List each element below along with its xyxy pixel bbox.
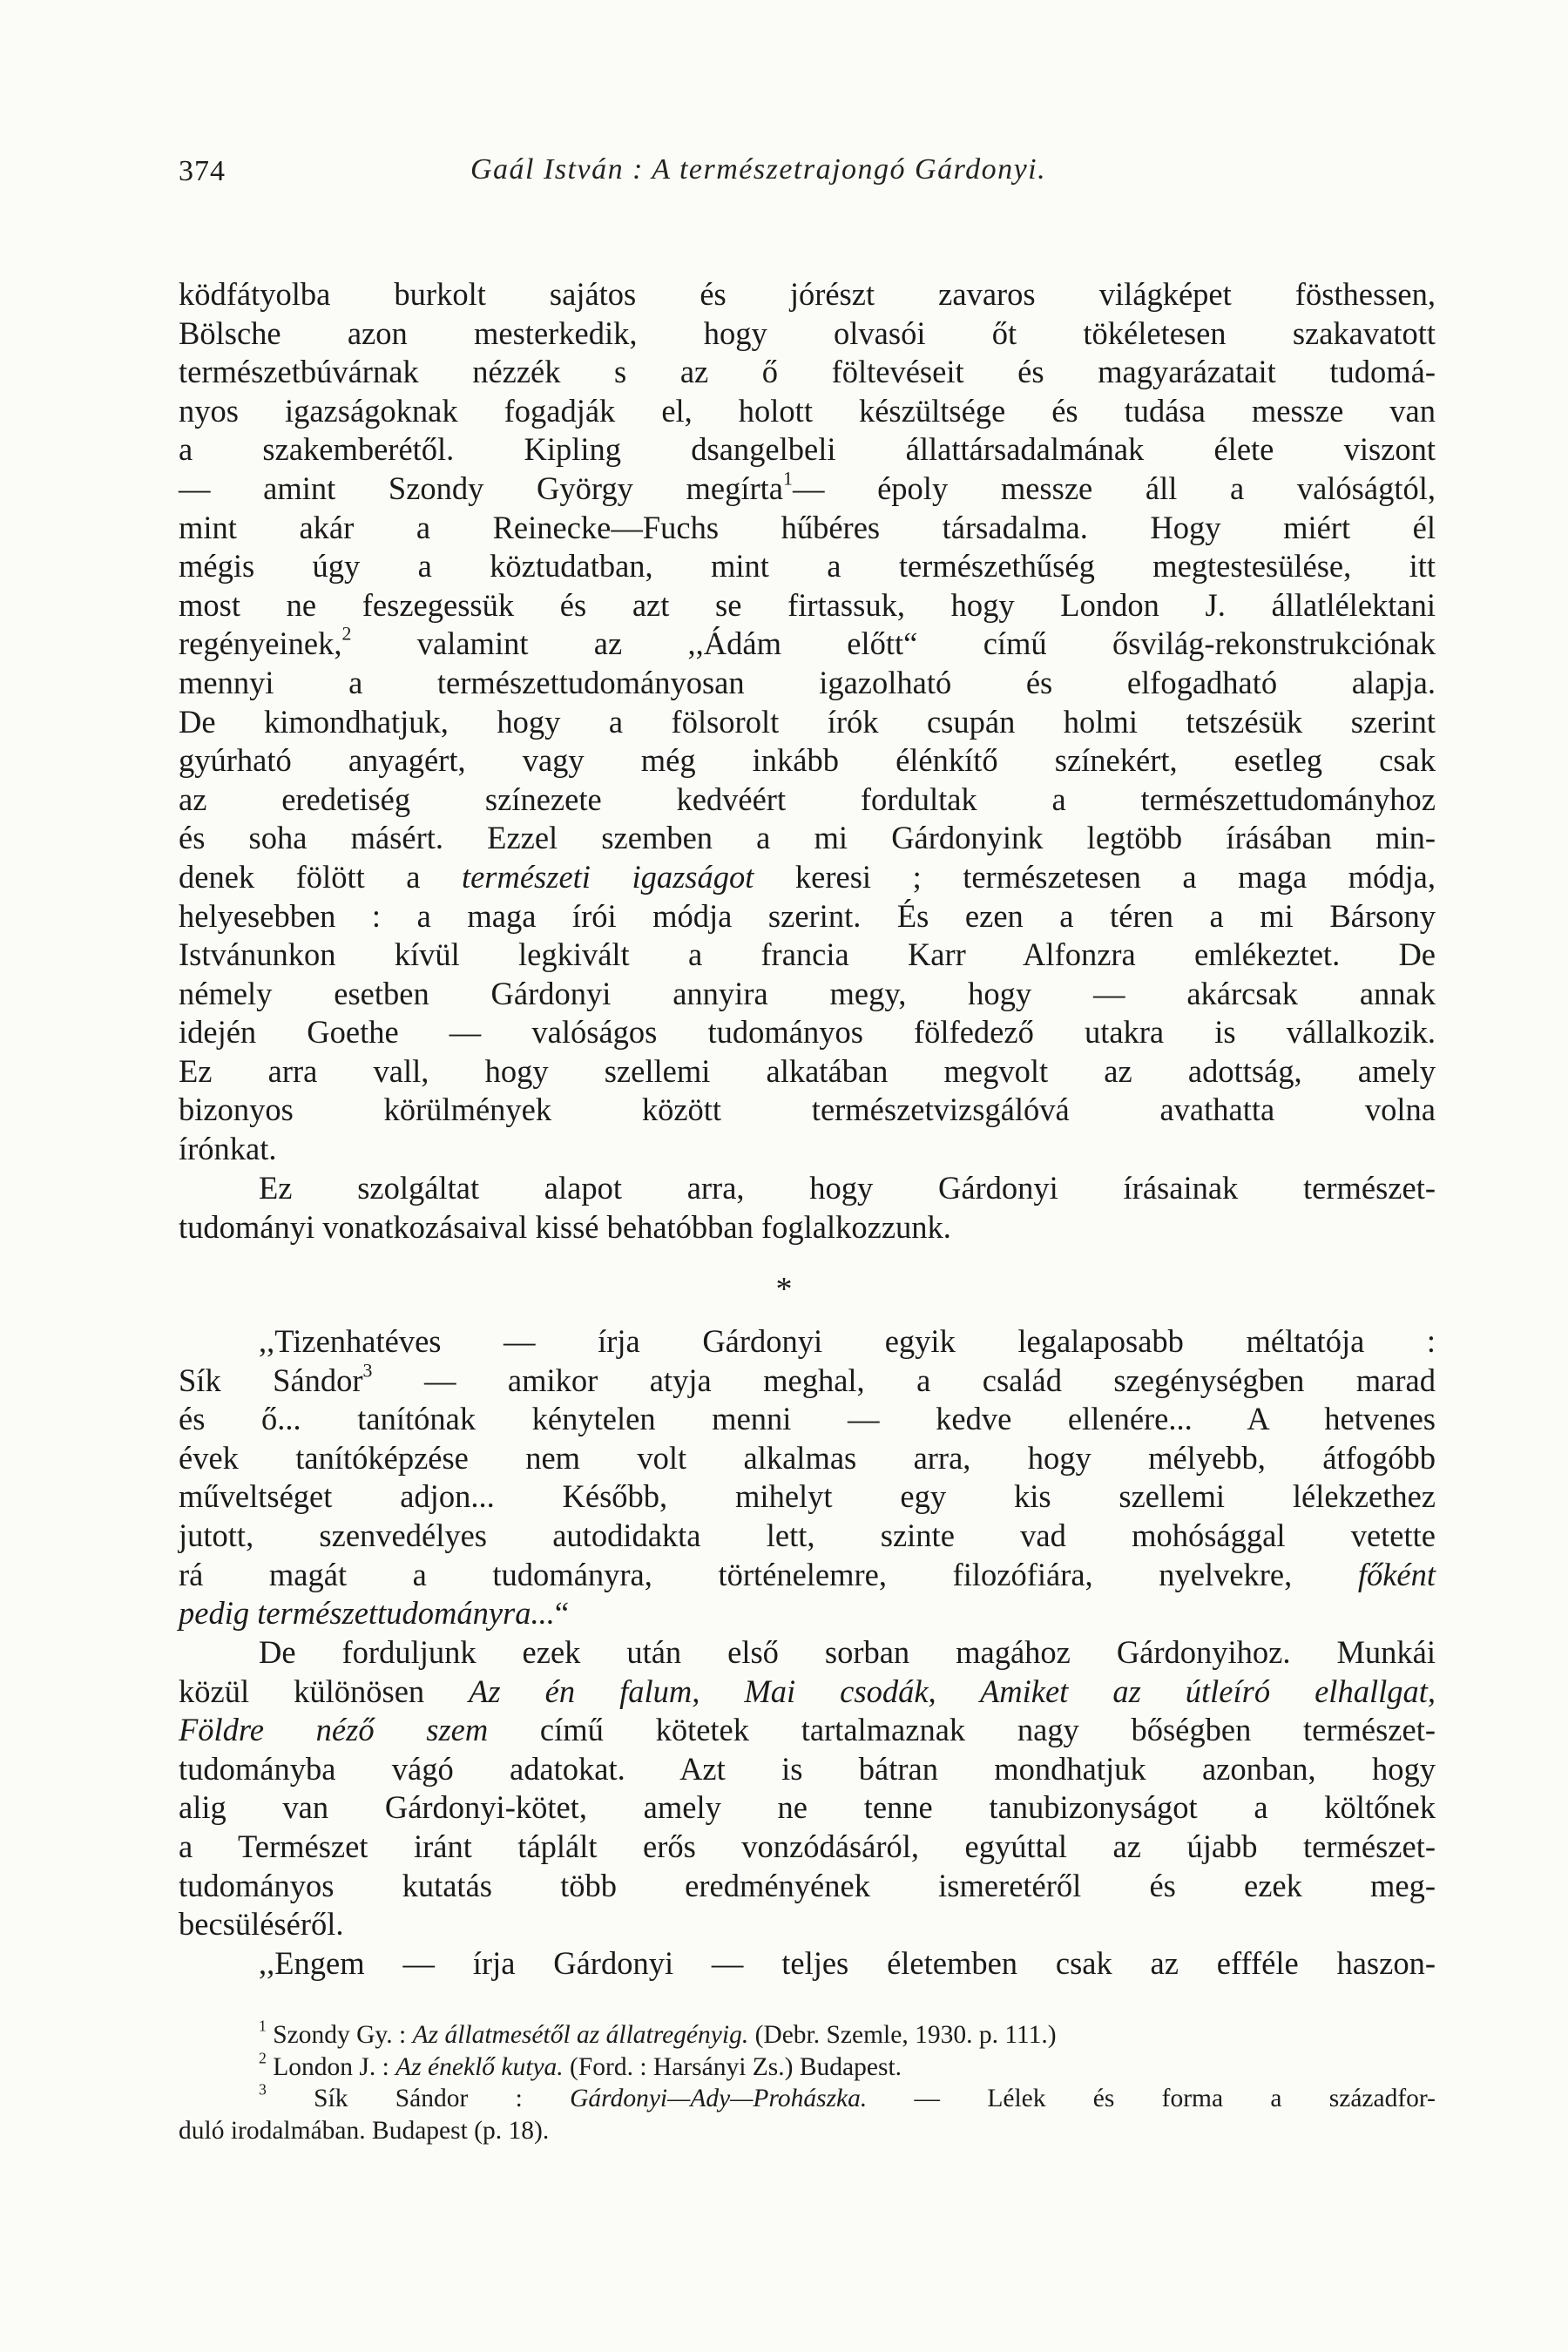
text-line: bizonyos körülmények között természetvizsgálóvá avathatta volna: [179, 1092, 1436, 1128]
footnote-1: [179, 2019, 1436, 2051]
text-line: mint akár a Reinecke—Fuchs hűbéres társadalma. Hogy miért él: [179, 509, 1436, 545]
footnote-title: Az éneklő kutya.: [395, 2052, 564, 2081]
footnote-title: Gárdonyi—Ady—Prohászka.: [570, 2085, 868, 2112]
footnote-ref-1: 1: [783, 467, 793, 490]
footnote-3: [179, 2080, 1436, 2115]
footnote-text: — Lélek és forma a századfor-: [867, 2085, 1436, 2112]
text-line: Ez arra vall, hogy szellemi alkatában megvolt az adottság, amely: [179, 1052, 1436, 1089]
text-line: tudományba vágó adatokat. Azt is bátran mondhatjuk azonban, hogy: [179, 1750, 1436, 1787]
paragraph-2: [179, 1169, 1436, 1247]
text-fragment: — époly messze áll a valóságtól,: [792, 470, 1436, 506]
text-line: [179, 467, 1436, 509]
text-line: az eredetiség színezete kedvéért fordultak a természettudományhoz: [179, 781, 1436, 817]
footnote-ref-2: 2: [341, 622, 352, 645]
italic-titles: Földre néző szem: [179, 1712, 489, 1748]
footnote-text: London J. :: [266, 2052, 396, 2081]
text-fragment: regényeinek,: [179, 625, 342, 662]
text-line: gyúrható anyagért, vagy még inkább élénkítő színekért, esetleg csak: [179, 742, 1436, 779]
text-line: Istvánunkon kívül legkivált a francia Karr Alfonzra emlékeztet. De: [179, 936, 1436, 973]
text-line: helyesebben : a maga írói módja szerint. És ezen a téren a mi Bársony: [179, 897, 1436, 934]
running-head: Gaál István : A természetrajongó Gárdonyi.: [470, 153, 1047, 186]
text-line: ködfátyolba burkolt sajátos és jórészt zavaros világképet fösthessen,: [179, 276, 1436, 312]
text-line: írónkat.: [179, 1131, 277, 1167]
text-fragment: című kötetek tartalmaznak nagy bőségben természet-: [488, 1712, 1436, 1748]
text-fragment: denek fölött a: [179, 858, 462, 895]
footnote-ref-3: 3: [362, 1359, 373, 1382]
text-line: tudományos kutatás több eredményének ismeretéről és ezek meg-: [179, 1867, 1436, 1903]
text-line: természetbúvárnak nézzék s az ő föltevéseit és magyarázatait tudomá-: [179, 354, 1436, 390]
paragraph-4: [179, 1633, 1436, 1944]
paragraph-1: [179, 275, 1436, 1169]
text-line: tudományi vonatkozásaival kissé behatóbban foglalkozzunk.: [179, 1208, 951, 1245]
text-line: és ő... tanítónak kénytelen menni — kedve ellenére... A hetvenes: [179, 1401, 1436, 1437]
text-fragment: keresi ; természetesen a maga módja,: [754, 858, 1436, 895]
text-fragment: közül különösen: [179, 1673, 470, 1709]
footnote-2: [179, 2051, 1436, 2084]
italic-titles: Az én falum, Mai csodák, Amiket az útleíró elhallgat,: [469, 1673, 1436, 1709]
text-fragment: Sík Sándor: [179, 1362, 363, 1398]
text-line: [179, 1711, 1436, 1750]
footnote-text: (Debr. Szemle, 1930. p. 111.): [748, 2021, 1057, 2049]
italic-emphasis: természeti igazságot: [461, 858, 754, 895]
footnote-text: Szondy Gy. :: [266, 2021, 413, 2049]
paragraph-3: [179, 1322, 1436, 1633]
text-line: évek tanítóképzése nem volt alkalmas arra, hogy mélyebb, átfogóbb: [179, 1439, 1436, 1476]
footnote-text: Sík Sándor :: [266, 2085, 571, 2112]
footnote-title: Az állatmesétől az állatregényig.: [412, 2021, 749, 2049]
text-line: De kimondhatjuk, hogy a fölsorolt írók csupán holmi tetszésük szerint: [179, 703, 1436, 740]
text-line: a szakemberétől. Kipling dsangelbeli állattársadalmának élete viszont: [179, 431, 1436, 468]
text-line: idején Goethe — valóságos tudományos fölfedező utakra is vállalkozik.: [179, 1014, 1436, 1051]
text-line: és soha másért. Ezzel szemben a mi Gárdonyink legtöbb írásában min-: [179, 820, 1436, 856]
page-number: 374: [179, 155, 226, 187]
text-fragment: valamint az ,,Ádám előtt“ című ősvilág-rekonstrukciónak: [351, 625, 1436, 662]
text-line: mennyi a természettudományosan igazolható és elfogadható alapja.: [179, 664, 1436, 700]
italic-emphasis: pedig természettudományra...: [179, 1595, 555, 1632]
text-line: [179, 1359, 1436, 1401]
section-separator-asterisk: *: [775, 1271, 793, 1308]
paragraph-5: [179, 1944, 1436, 1984]
text-line: [179, 1556, 1436, 1595]
footnote-mark: 3: [259, 2080, 267, 2099]
text-line: jutott, szenvedélyes autodidakta lett, szinte vad mohósággal vetette: [179, 1517, 1436, 1553]
text-fragment: — amikor atyja meghal, a család szegénységben marad: [372, 1362, 1436, 1398]
footnotes: [179, 2019, 1436, 2146]
text-line: becsüléséről.: [179, 1906, 344, 1943]
text-line: [179, 622, 1436, 664]
text-line: műveltséget adjon... Később, mihelyt egy kis szellemi lélekzethez: [179, 1478, 1436, 1515]
text-line: [179, 1594, 1436, 1633]
text-fragment: — amint Szondy György megírta: [179, 470, 784, 506]
text-line: ,,Engem — írja Gárdonyi — teljes életemben csak az effféle haszon-: [259, 1945, 1436, 1981]
text-fragment: rá magát a tudományra, történelemre, filozófiára, nyelvekre,: [179, 1556, 1358, 1592]
footnote-text: (Ford. : Harsányi Zs.) Budapest.: [563, 2052, 902, 2081]
text-line: mégis úgy a köztudatban, mint a természethűség megtestesülése, itt: [179, 548, 1436, 585]
text-line: alig van Gárdonyi-kötet, amely ne tenne tanubizonyságot a költőnek: [179, 1789, 1436, 1826]
text-line: ,,Tizenhatéves — írja Gárdonyi egyik legalaposabb méltatója :: [259, 1323, 1436, 1359]
text-line: De forduljunk ezek után első sorban magához Gárdonyihoz. Munkái: [259, 1634, 1436, 1670]
text-line: Bölsche azon mesterkedik, hogy olvasói őt tökéletesen szakavatott: [179, 314, 1436, 351]
text-line: [179, 858, 1436, 897]
footnote-mark: 2: [259, 2049, 267, 2067]
footnote-mark: 1: [259, 2017, 267, 2035]
text-line: némely esetben Gárdonyi annyira megy, hogy — akárcsak annak: [179, 975, 1436, 1011]
text-line: [179, 1673, 1436, 1712]
text-line: Ez szolgáltat alapot arra, hogy Gárdonyi írásainak természet-: [259, 1170, 1436, 1206]
footnote-3-continuation: duló irodalmában. Budapest (p. 18).: [179, 2116, 550, 2145]
text-line: a Természet iránt táplált erős vonzódásáról, egyúttal az újabb természet-: [179, 1828, 1436, 1864]
text-fragment: “: [554, 1595, 570, 1632]
italic-emphasis: főként: [1357, 1556, 1436, 1592]
text-line: most ne feszegessük és azt se firtassuk, hogy London J. állatlélektani: [179, 586, 1436, 623]
text-line: nyos igazságoknak fogadják el, holott készültsége és tudása messze van: [179, 392, 1436, 429]
